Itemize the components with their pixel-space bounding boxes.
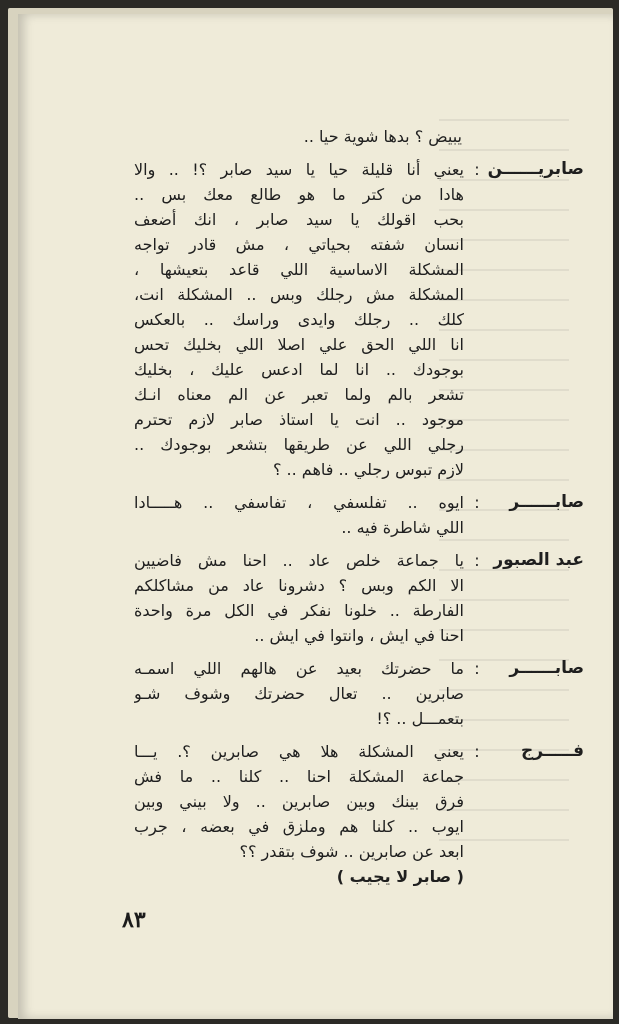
dialogue-line: موجود .. انت يا استاذ صابر لازم تحترم	[134, 410, 464, 429]
dialogue-line: بوجودك .. انا لما ادعس عليك ، بخليك	[134, 360, 464, 379]
speaker-colon: :	[474, 493, 480, 512]
dialogue-line: احنا في ايش ، وانتوا في ايش ..	[254, 626, 464, 645]
dialogue-line: كلك .. رجلك وايدى وراسك .. بالعكس	[134, 310, 464, 329]
dialogue-line: رجلي اللي عن طريقها بتشعر بوجودك ..	[134, 435, 464, 454]
dialogue-lines	[134, 656, 464, 731]
dialogue-line: الفارطة .. خلونا نفكر في الكل مرة واحدة	[134, 601, 464, 620]
dialogue-block	[114, 157, 584, 482]
speaker-colon: :	[474, 659, 480, 678]
opening-line: يبيض ؟ بدها شوية حيا ..	[303, 127, 462, 146]
dialogue-line: ابعد عن صابرين .. شوف بتقدر ؟؟	[239, 842, 464, 861]
dialogue-lines	[134, 490, 464, 540]
book-page	[18, 14, 613, 1019]
dialogue-lines	[134, 548, 464, 648]
dialogue-block	[114, 490, 584, 540]
dialogue-block	[114, 656, 584, 731]
dialogue-line: هادا من كتر ما هو طالع معك بس ..	[134, 185, 464, 204]
dialogue-line: المشكلة مش رجلك وبس .. المشكلة انت،	[134, 285, 464, 304]
dialogue-lines	[134, 739, 464, 889]
dialogue-line: انسان شفته بحياتي ، مش قادر تواجه	[134, 235, 464, 254]
dialogue-line: ايوب .. كلنا هم وملزق في بعضه ، جرب	[134, 817, 464, 836]
dialogue-line: يعني المشكلة هلا هي صابرين ؟. يـــا	[134, 742, 464, 761]
dialogue-line: ايوه .. تفلسفي ، تفاسفي .. هـــــادا	[134, 493, 464, 512]
dialogue-line: بحب اقولك يا سيد صابر ، انك أضعف	[134, 210, 464, 229]
dialogue-line: صابرين .. تعال حضرتك وشوف شـو	[134, 684, 464, 703]
dialogue-line: بتعمـــل .. ؟!	[376, 709, 464, 728]
speaker-colon: :	[474, 551, 480, 570]
dialogue-line: الا الكم وبس ؟ دشرونا عاد من مشاكلكم	[134, 576, 464, 595]
dialogue-line: فرق بينك وبين صابرين .. ولا بيني وبين	[134, 792, 464, 811]
speaker-name: صابريــــــن	[487, 159, 584, 179]
page-number: ٨٣	[122, 907, 146, 933]
dialogue-lines	[134, 157, 464, 482]
dialogue-block	[114, 739, 584, 889]
dialogue-line: المشكلة الاساسية اللي قاعد بتعيشها ،	[134, 260, 464, 279]
speaker-name: فـــــرج	[520, 741, 584, 761]
speaker-name: صابــــــر	[509, 492, 584, 512]
speaker-name: عبد الصبور	[493, 550, 584, 570]
speaker-colon: :	[474, 742, 480, 761]
speaker-name: صابــــــر	[509, 658, 584, 678]
dialogue-block	[114, 548, 584, 648]
dialogue-line: ما حضرتك بعيد عن هالهم اللي اسمـه	[134, 659, 464, 678]
dialogue-line: انا اللي الحق علي اصلا اللي بخليك تحس	[134, 335, 464, 354]
dialogue-line: يعني أنا قليلة حيا يا سيد صابر ؟! .. والا	[134, 160, 464, 179]
dialogue-line: جماعة المشكلة احنا .. كلنا .. ما فش	[134, 767, 464, 786]
speaker-colon: :	[474, 160, 480, 179]
play-text	[114, 124, 584, 889]
dialogue-line: لازم تبوس رجلي .. فاهم .. ؟	[272, 460, 464, 479]
stage-direction: ( صابر لا يجيب )	[336, 867, 464, 886]
dialogue-line: تشعر بالم ولما تعبر عن الم معناه انـك	[134, 385, 464, 404]
dialogue-line: يا جماعة خلص عاد .. احنا مش فاضيين	[134, 551, 464, 570]
dialogue-line: اللي شاطرة فيه ..	[341, 518, 464, 537]
